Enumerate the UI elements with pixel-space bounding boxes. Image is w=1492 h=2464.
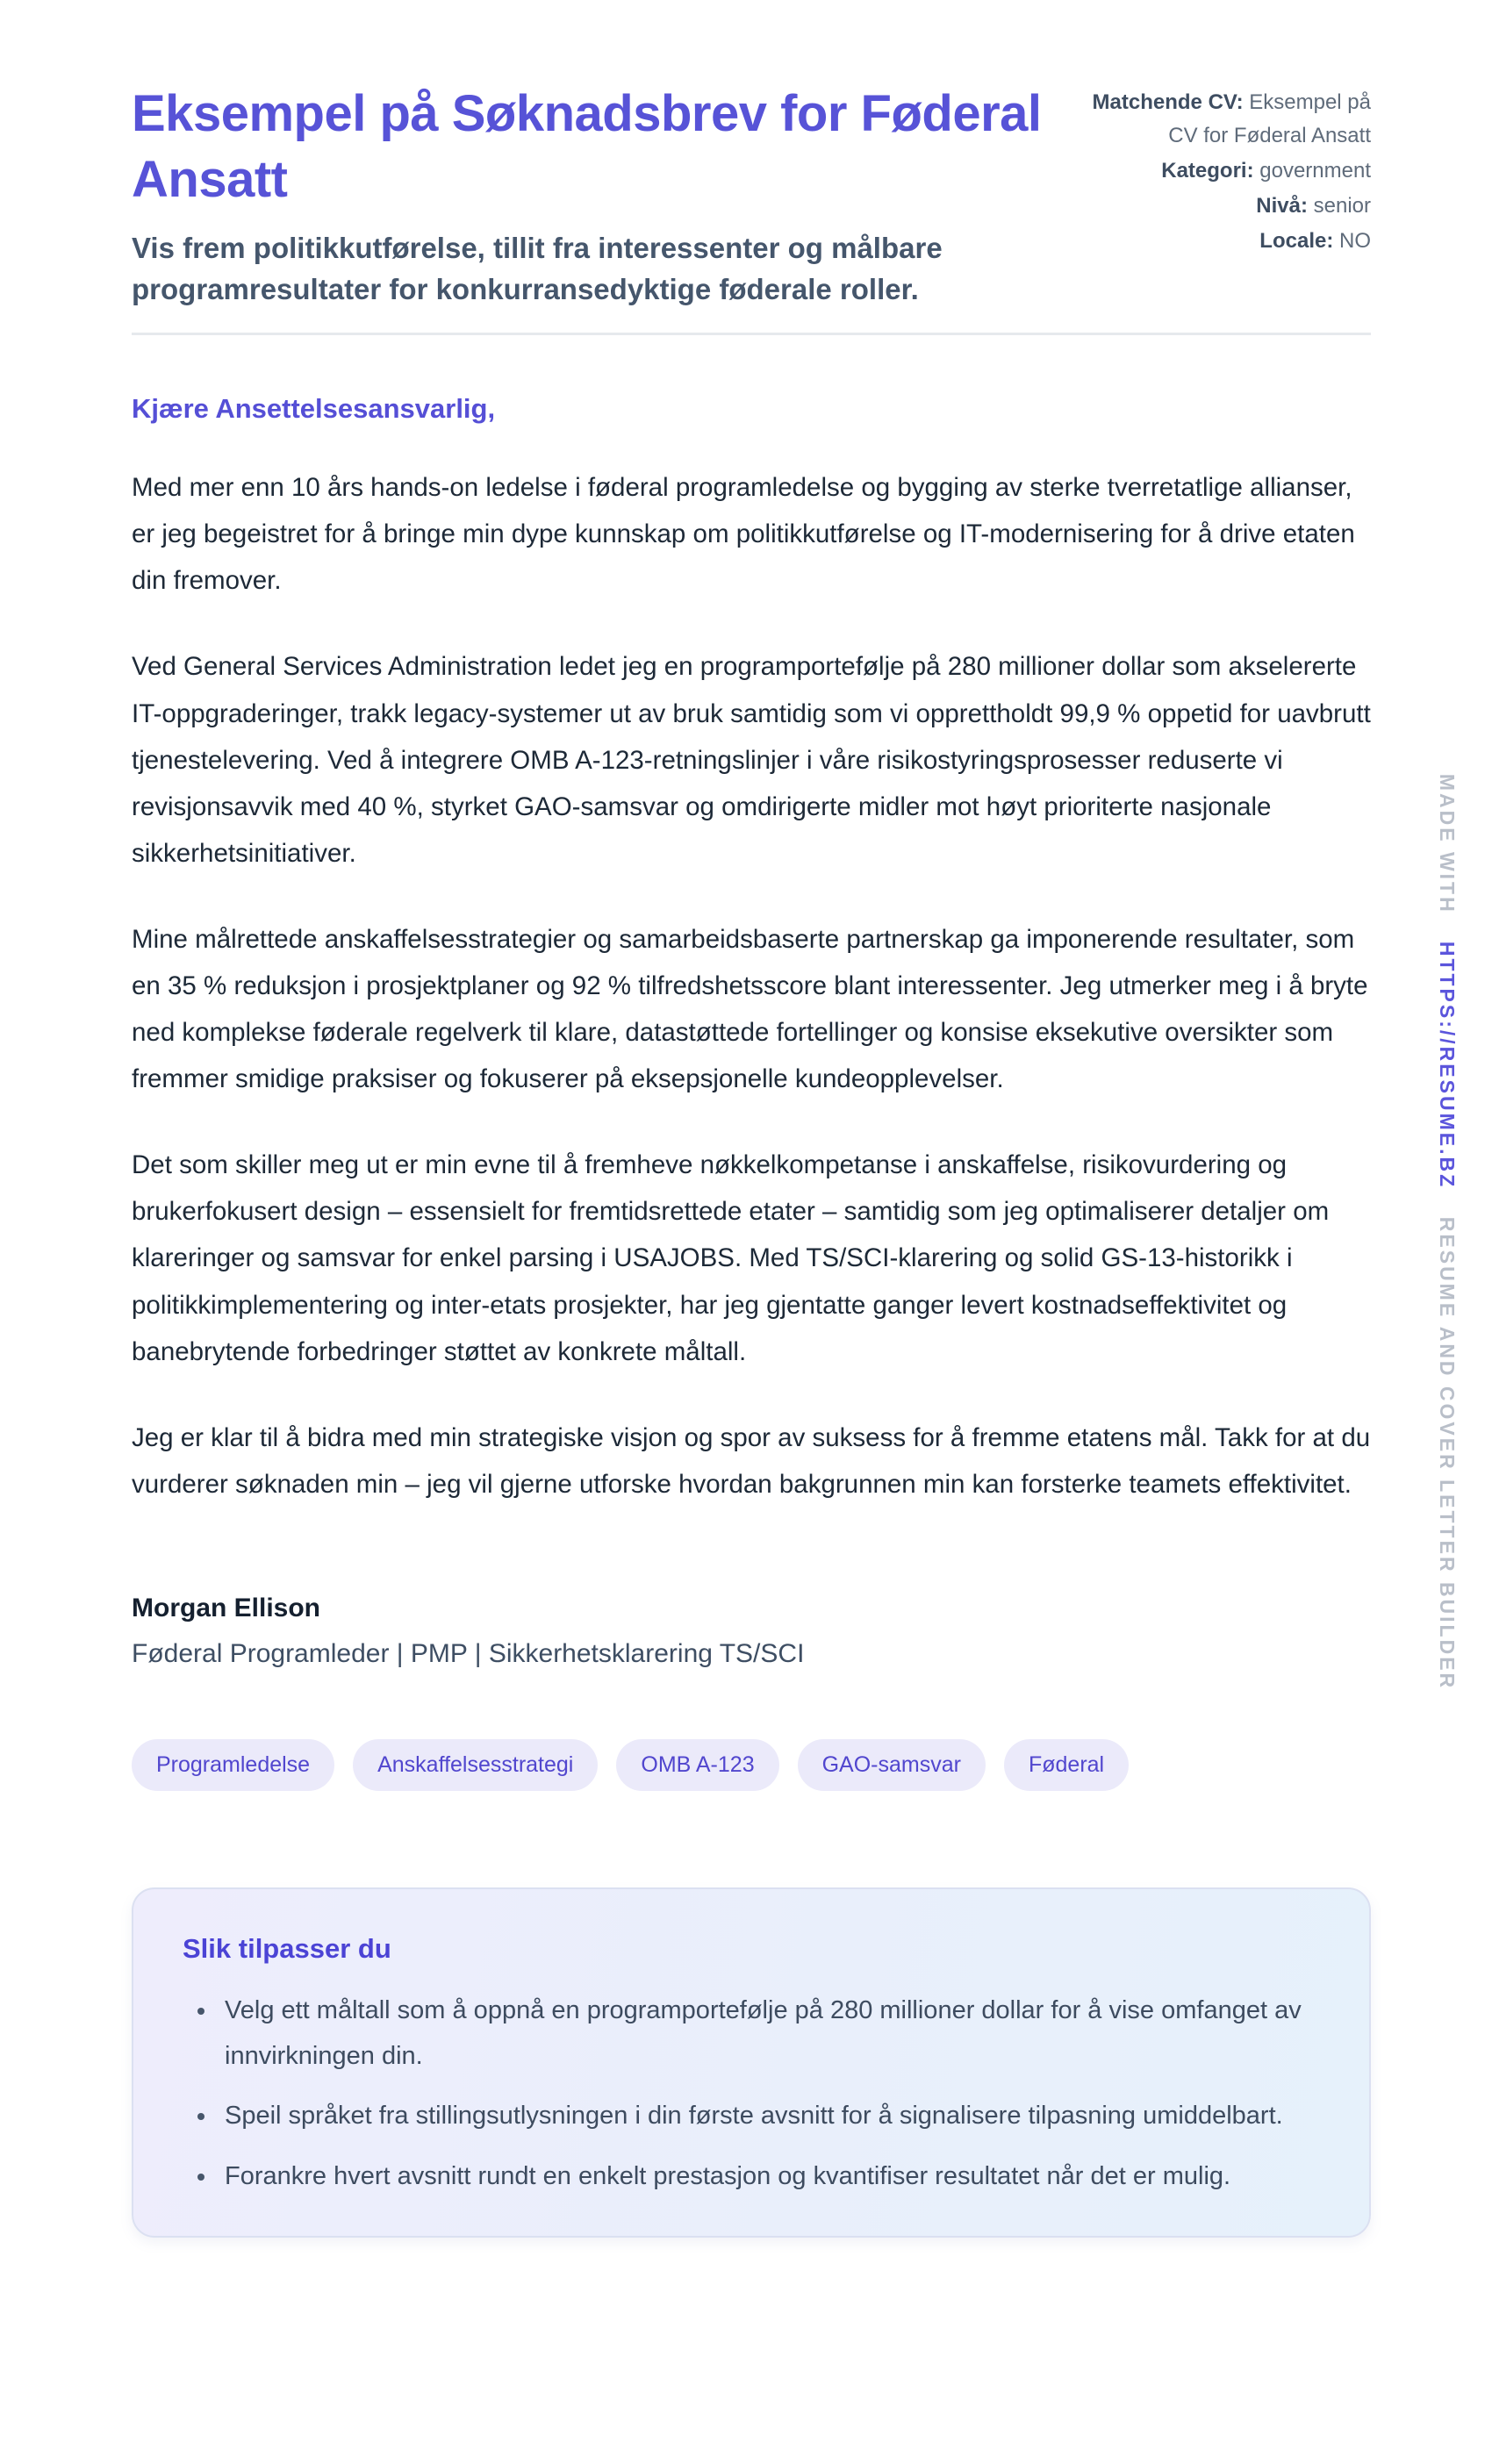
letter-greeting: Kjære Ansettelsesansvarlig, — [132, 393, 496, 425]
page-subtitle: Vis frem politikkutførelse, tillit fra interessenter og målbare programresultater for konkurransedyktige føderale roller. — [132, 231, 943, 305]
tag-procurement-strategy: Anskaffelsesstrategi — [353, 1739, 598, 1791]
meta-panel — [1081, 81, 1371, 260]
letter-paragraph: Jeg er klar til å bidra med min strategiske visjon og spor av suksess for å fremme etatens mål. Takk for at du vurderer søknaden min – jeg vil gjerne utforske hvordan bakgrunnen min kan forsterke teamets effektivitet. — [132, 1422, 1371, 1499]
signature-role: Føderal Programleder | PMP | Sikkerhetsklarering TS/SCI — [132, 1638, 805, 1668]
callout-tip-list — [183, 1988, 1320, 2199]
watermark — [1435, 774, 1459, 1690]
signature-name: Morgan Ellison — [132, 1593, 321, 1622]
header — [132, 81, 1371, 310]
tag-gao-compliance: GAO-samsvar — [798, 1739, 986, 1791]
tag-omb-a123: OMB A-123 — [616, 1739, 778, 1791]
meta-value: government — [1259, 158, 1371, 183]
watermark-suffix: RESUME AND COVER LETTER BUILDER — [1436, 1216, 1459, 1691]
meta-label: Matchende CV: — [1092, 90, 1244, 114]
letter-paragraph: Det som skiller meg ut er min evne til å fremheve nøkkelkompetanse i anskaffelse, risikovurdering og brukerfokusert design – essensielt for fremtidsrettede etater – samtidig som jeg optimaliserer detaljer om klareringer og samsvar for enkel parsing i USAJOBS. Med TS/SCI-klarering og solid GS-13-historikk i politikkimplementering og inter-etats prosjekter, har jeg gjentatte ganger levert kostnadseffektivitet og banebrytende forbedringer støttet av konkrete måltall. — [132, 1150, 1330, 1366]
meta-label: Kategori: — [1161, 158, 1254, 183]
tag-list — [132, 1739, 1371, 1791]
callout-tip: • Forankre hvert avsnitt rundt en enkelt prestasjon og kvantifiser resultatet når det er mulig. — [218, 2153, 1320, 2199]
page-title: Eksempel på Søknadsbrev for Føderal Ansatt — [132, 85, 1042, 209]
meta-row-matching-cv — [1081, 86, 1371, 153]
callout-tip: • Velg ett måltall som å oppnå en programportefølje på 280 millioner dollar for å vise omfanget av innvirkningen din. — [218, 1988, 1320, 2079]
watermark-link[interactable]: HTTPS://RESUME.BZ — [1436, 942, 1459, 1190]
tag-program-management: Programledelse — [132, 1739, 334, 1791]
letter-paragraph: Med mer enn 10 års hands-on ledelse i føderal programledelse og bygging av sterke tverretatlige allianser, er jeg begeistret for å bringe min dype kunnskap om politikkutførelse og IT-modernisering for å drive etaten din fremover. — [132, 473, 1355, 596]
how-to-tailor-callout — [132, 1887, 1371, 2238]
meta-value: NO — [1339, 228, 1371, 253]
header-divider — [132, 333, 1371, 335]
meta-value: Eksempel på CV for Føderal Ansatt — [1168, 90, 1371, 147]
meta-row-level — [1081, 190, 1371, 223]
letter-paragraph: Mine målrettede anskaffelsesstrategier og samarbeidsbaserte partnerskap ga imponerende resultater, som en 35 % reduksjon i prosjektplaner og 92 % tilfredshetsscore blant interessenter. Jeg utmerker meg i å bryte ned komplekse føderale regelverk til klare, datastøttede fortellinger og konsise eksekutive oversikter som fremmer smidige praksiser og fokuserer på eksepsjonelle kundeopplevelser. — [132, 924, 1368, 1094]
header-left — [132, 81, 1046, 310]
callout-heading: Slik tilpasser du — [183, 1932, 391, 1964]
meta-value: senior — [1313, 193, 1371, 218]
meta-row-locale — [1081, 225, 1371, 258]
meta-label: Locale: — [1259, 228, 1334, 253]
watermark-prefix: MADE WITH — [1436, 773, 1459, 914]
letter-paragraph: Ved General Services Administration ledet jeg en programportefølje på 280 millioner dollar som akselererte IT-oppgraderinger, trakk legacy-systemer ut av bruk samtidig som vi opprettholdt 99,9 % oppetid for uavbrutt tjenestelevering. Ved å integrere OMB A-123-retningslinjer i våre risikostyringsprosesser reduserte vi revisjonsavvik med 40 %, styrket GAO-samsvar og omdirigerte midler mot høyt prioriterte nasjonale sikkerhetsinitiativer. — [132, 652, 1371, 868]
meta-row-category — [1081, 154, 1371, 188]
tag-federal: Føderal — [1004, 1739, 1129, 1791]
meta-label: Nivå: — [1256, 193, 1308, 218]
callout-tip: • Speil språket fra stillingsutlysningen i din første avsnitt for å signalisere tilpasning umiddelbart. — [218, 2093, 1320, 2138]
